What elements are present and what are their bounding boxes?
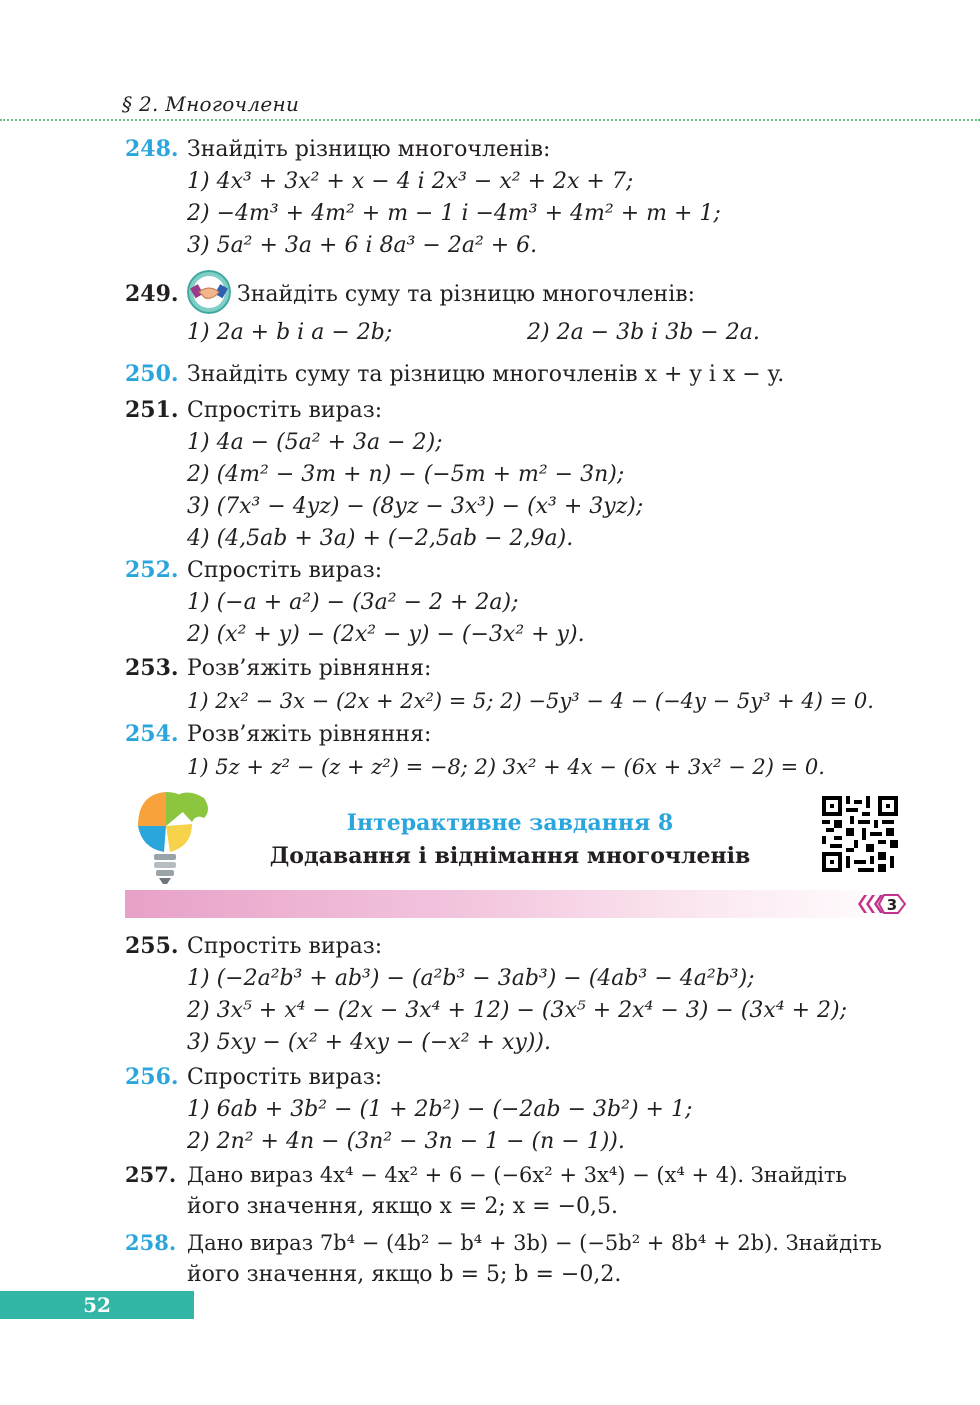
exercise-248 — [125, 133, 925, 262]
exercise-text: Спростіть вираз: — [187, 398, 383, 423]
exercise-item: 4) (4,5ab + 3a) + (−2,5ab − 2,9a). — [187, 526, 574, 551]
running-head: § 2. Многочлени — [122, 92, 300, 116]
exercise-text: Знайдіть суму та різницю многочленів x + y і x − y. — [187, 362, 785, 387]
exercise-item: 1) 6ab + 3b² − (1 + 2b²) − (−2ab − 3b²) + 1; — [187, 1097, 693, 1122]
header-divider — [0, 119, 980, 121]
difficulty-level-badge — [852, 890, 908, 918]
lightbulb-puzzle-icon — [128, 786, 214, 886]
exercise-254 — [125, 718, 925, 783]
exercise-text: Дано вираз 7b⁴ − (4b² − b⁴ + 3b) − (−5b² + 8b⁴ + 2b). Знайдіть — [187, 1231, 882, 1255]
exercise-text: Спростіть вираз: — [187, 558, 383, 583]
exercise-text: Знайдіть суму та різницю многочленів: — [237, 282, 696, 307]
exercise-item: 1) (−a + a²) − (3a² − 2 + 2a); — [187, 590, 519, 615]
exercise-257 — [125, 1159, 925, 1223]
exercise-number: 254. — [125, 721, 179, 747]
exercise-number: 257. — [125, 1162, 177, 1187]
pair-work-icon — [187, 270, 231, 314]
exercise-item: 3) (7x³ − 4yz) − (8yz − 3x³) − (x³ + 3yz); — [187, 494, 644, 519]
qr-code[interactable] — [822, 796, 898, 872]
interactive-task-title: Інтерактивне завдання 8 — [346, 810, 674, 836]
exercise-number: 252. — [125, 557, 179, 583]
exercise-253 — [125, 652, 925, 717]
exercise-text: Розв’яжіть рівняння: — [187, 656, 432, 681]
exercise-258 — [125, 1227, 925, 1291]
exercise-number: 251. — [125, 397, 179, 423]
exercise-item: 1) 4x³ + 3x² + x − 4 і 2x³ − x² + 2x + 7; — [187, 169, 634, 194]
exercise-text: Спростіть вираз: — [187, 1065, 383, 1090]
exercise-249 — [125, 272, 925, 349]
exercise-252 — [125, 554, 925, 651]
exercise-item: 2) (4m² − 3m + n) − (−5m + m² − 3n); — [187, 462, 625, 487]
exercise-item: 1) (−2a²b³ + ab³) − (a²b³ − 3ab³) − (4ab³ − 4a²b³); — [187, 966, 755, 991]
exercise-item: 1) 2x² − 3x − (2x + 2x²) = 5; 2) −5y³ − 4 − (−4y − 5y³ + 4) = 0. — [187, 689, 874, 713]
exercise-number: 250. — [125, 361, 179, 387]
interactive-task-subtitle: Додавання і віднімання многочленів — [269, 843, 751, 869]
exercise-256 — [125, 1061, 925, 1158]
exercise-item: 2) −4m³ + 4m² + m − 1 і −4m³ + 4m² + m + 1; — [187, 201, 721, 226]
exercise-item: 2) 2n² + 4n − (3n² − 3n − 1 − (n − 1)). — [187, 1129, 625, 1154]
exercise-255 — [125, 930, 925, 1059]
exercise-item: його значення, якщо x = 2; x = −0,5. — [187, 1194, 618, 1219]
exercise-text: Спростіть вираз: — [187, 934, 383, 959]
exercise-text: Знайдіть різницю многочленів: — [187, 137, 551, 162]
exercise-item: його значення, якщо b = 5; b = −0,2. — [187, 1262, 622, 1287]
exercise-item: 2) 2a − 3b і 3b − 2a. — [527, 320, 760, 345]
exercise-item: 3) 5a² + 3a + 6 і 8a³ − 2a² + 6. — [187, 233, 538, 258]
exercise-text: Розв’яжіть рівняння: — [187, 722, 432, 747]
exercise-text: Дано вираз 4x⁴ − 4x² + 6 − (−6x² + 3x⁴) − (x⁴ + 4). Знайдіть — [187, 1163, 847, 1187]
interactive-task-block — [0, 780, 980, 920]
difficulty-level-value: 3 — [886, 896, 898, 914]
exercise-number: 253. — [125, 655, 179, 681]
exercise-number: 255. — [125, 933, 179, 959]
exercise-number: 256. — [125, 1064, 179, 1090]
exercise-item: 1) 4a − (5a² + 3a − 2); — [187, 430, 443, 455]
exercise-item: 3) 5xy − (x² + 4xy − (−x² + xy)). — [187, 1030, 551, 1055]
exercise-item: 1) 2a + b і a − 2b; — [187, 320, 393, 345]
page-number: 52 — [83, 1293, 111, 1317]
exercise-item: 2) 3x⁵ + x⁴ − (2x − 3x⁴ + 12) − (3x⁵ + 2x⁴ − 3) − (3x⁴ + 2); — [187, 998, 847, 1023]
exercise-251 — [125, 394, 925, 555]
exercise-number: 249. — [125, 281, 179, 307]
exercise-item: 1) 5z + z² − (z + z²) = −8; 2) 3x² + 4x − (6x + 3x² − 2) = 0. — [187, 755, 825, 779]
exercise-number: 248. — [125, 136, 179, 162]
exercise-number: 258. — [125, 1230, 177, 1255]
exercise-250 — [125, 358, 925, 391]
section-divider-band — [125, 890, 900, 918]
exercise-item: 2) (x² + y) − (2x² − y) − (−3x² + y). — [187, 622, 585, 647]
